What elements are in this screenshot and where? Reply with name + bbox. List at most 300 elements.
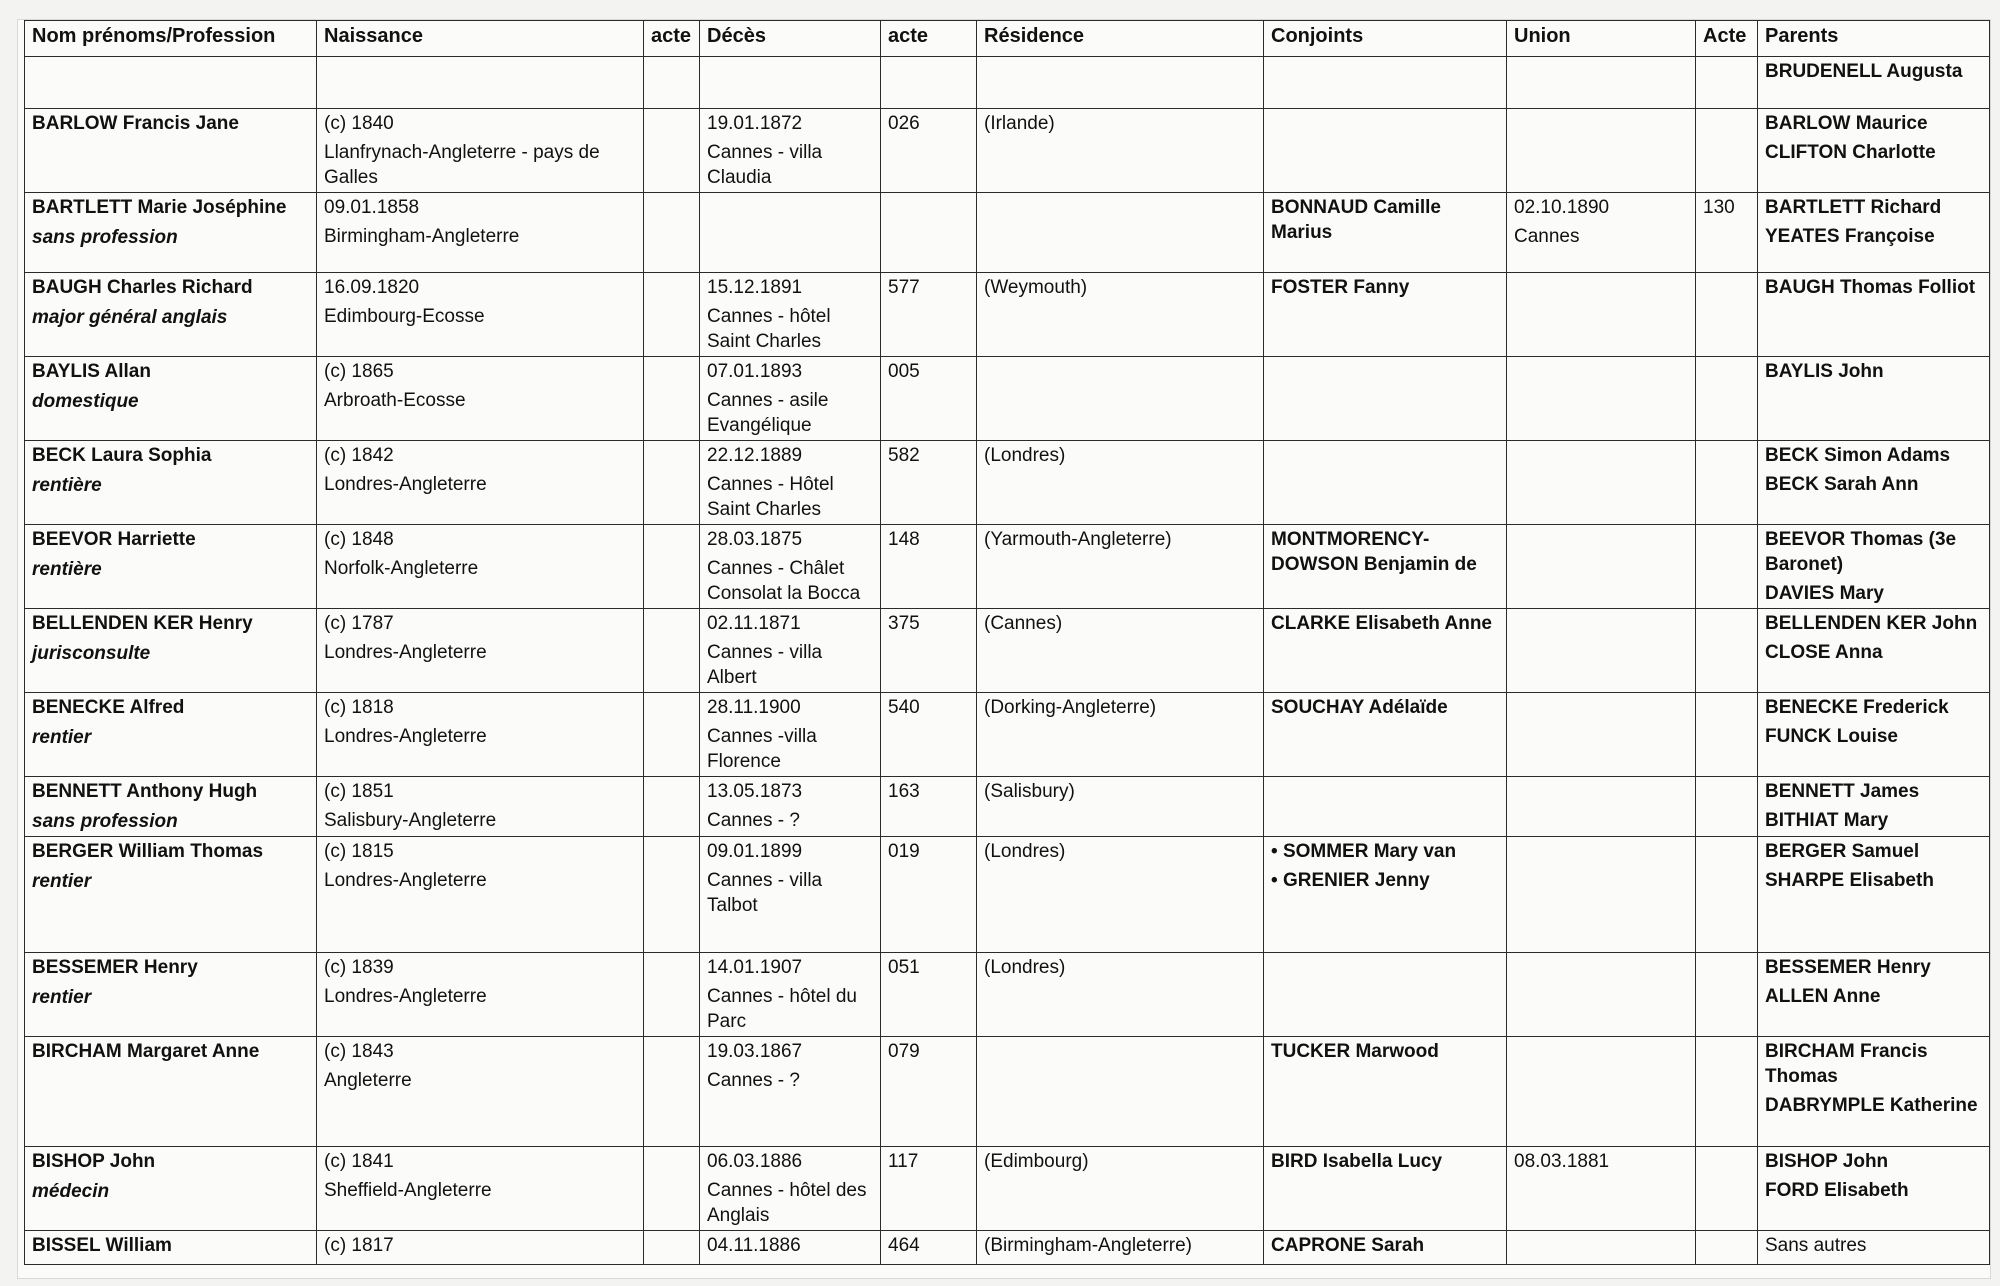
- birth-place: Birmingham-Angleterre: [324, 226, 520, 247]
- cell-name: [25, 1147, 317, 1231]
- cell-death: [700, 193, 881, 273]
- cell-name: [25, 693, 317, 777]
- death-place: Cannes - villa Albert: [707, 642, 823, 688]
- death-act: 026: [888, 113, 920, 134]
- cell-union: [1507, 1231, 1696, 1265]
- person-profession: rentier: [32, 871, 92, 892]
- person-name: BIRCHAM Margaret Anne: [32, 1041, 260, 1062]
- parent-name: BIRCHAM Francis Thomas: [1765, 1041, 1928, 1087]
- cell-birth: [317, 357, 644, 441]
- cell-residence: [977, 193, 1264, 273]
- cell-spouses: [1264, 1147, 1507, 1231]
- cell-parents: [1758, 57, 1990, 109]
- cell-parents: [1758, 193, 1990, 273]
- parent-name: BENECKE Frederick: [1765, 697, 1949, 718]
- cell-name: [25, 777, 317, 837]
- cell-residence: [977, 357, 1264, 441]
- cell-union-act: [1696, 357, 1758, 441]
- person-name: BISHOP John: [32, 1151, 156, 1172]
- parent-name: YEATES Françoise: [1765, 226, 1935, 247]
- birth-place: Sheffield-Angleterre: [324, 1180, 492, 1201]
- cell-death-act: [881, 693, 977, 777]
- death-place: Cannes - villa Claudia: [707, 142, 823, 188]
- cell-birth-act: [644, 193, 700, 273]
- cell-union: [1507, 953, 1696, 1037]
- parent-name: BELLENDEN KER John: [1765, 613, 1978, 634]
- cell-residence: [977, 57, 1264, 109]
- union-act: 130: [1703, 197, 1735, 218]
- parent-name: BENNETT James: [1765, 781, 1920, 802]
- table-row: [25, 1231, 1990, 1265]
- person-profession: rentière: [32, 475, 102, 496]
- cell-death-act: [881, 953, 977, 1037]
- cell-union-act: [1696, 273, 1758, 357]
- cell-spouses: [1264, 1037, 1507, 1147]
- cell-union: [1507, 193, 1696, 273]
- parent-name: CLIFTON Charlotte: [1765, 142, 1936, 163]
- birth-place: Londres-Angleterre: [324, 642, 487, 663]
- death-place: Cannes - ?: [707, 810, 800, 831]
- residence: (Londres): [984, 957, 1066, 978]
- person-name: BAUGH Charles Richard: [32, 277, 253, 298]
- cell-union-act: [1696, 837, 1758, 953]
- person-profession: domestique: [32, 391, 139, 412]
- cell-death: [700, 609, 881, 693]
- table-row: [25, 193, 1990, 273]
- parent-name: DAVIES Mary: [1765, 583, 1884, 604]
- cell-birth-act: [644, 525, 700, 609]
- cell-name: [25, 273, 317, 357]
- header-union-act: Acte: [1696, 21, 1758, 57]
- death-act: 019: [888, 841, 920, 862]
- cell-name: [25, 525, 317, 609]
- person-profession: sans profession: [32, 811, 178, 832]
- cell-parents: [1758, 1147, 1990, 1231]
- parent-name: FUNCK Louise: [1765, 726, 1898, 747]
- death-act: 577: [888, 277, 920, 298]
- death-date: 14.01.1907: [707, 957, 803, 978]
- death-act: 079: [888, 1041, 920, 1062]
- cell-union: [1507, 1147, 1696, 1231]
- cell-death: [700, 109, 881, 193]
- death-place: Cannes - hôtel Saint Charles: [707, 306, 831, 352]
- person-name: BESSEMER Henry: [32, 957, 198, 978]
- death-act: 148: [888, 529, 920, 550]
- person-name: BECK Laura Sophia: [32, 445, 212, 466]
- cell-death-act: [881, 1037, 977, 1147]
- union-date: 08.03.1881: [1514, 1151, 1610, 1172]
- spouse-name: TUCKER Marwood: [1271, 1041, 1439, 1062]
- cell-parents: [1758, 1037, 1990, 1147]
- birth-date: (c) 1865: [324, 361, 394, 382]
- cell-union-act: [1696, 525, 1758, 609]
- parent-name: BERGER Samuel: [1765, 841, 1920, 862]
- residence: (Dorking-Angleterre): [984, 697, 1157, 718]
- spouse-name: • GRENIER Jenny: [1271, 868, 1500, 893]
- header-death: Décès: [700, 21, 881, 57]
- residence: (Cannes): [984, 613, 1063, 634]
- cell-death-act: [881, 109, 977, 193]
- cell-residence: [977, 1231, 1264, 1265]
- death-place: Cannes - Châlet Consolat la Bocca: [707, 558, 861, 604]
- death-date: 07.01.1893: [707, 361, 803, 382]
- person-name: BAYLIS Allan: [32, 361, 151, 382]
- cell-residence: [977, 525, 1264, 609]
- table-row: [25, 693, 1990, 777]
- cell-death-act: [881, 1147, 977, 1231]
- death-date: 28.03.1875: [707, 529, 803, 550]
- death-date: 04.11.1886: [707, 1235, 801, 1256]
- cell-residence: [977, 273, 1264, 357]
- cell-death: [700, 1147, 881, 1231]
- cell-spouses: [1264, 273, 1507, 357]
- birth-place: Londres-Angleterre: [324, 474, 487, 495]
- cell-parents: [1758, 777, 1990, 837]
- cell-birth-act: [644, 441, 700, 525]
- cell-union-act: [1696, 953, 1758, 1037]
- cell-death-act: [881, 357, 977, 441]
- spouse-name: BIRD Isabella Lucy: [1271, 1151, 1443, 1172]
- cell-birth: [317, 609, 644, 693]
- cell-birth-act: [644, 693, 700, 777]
- cell-residence: [977, 609, 1264, 693]
- cell-birth: [317, 837, 644, 953]
- cell-residence: [977, 1147, 1264, 1231]
- birth-place: Salisbury-Angleterre: [324, 810, 497, 831]
- parent-name: BESSEMER Henry: [1765, 957, 1931, 978]
- death-date: 09.01.1899: [707, 841, 803, 862]
- birth-place: Angleterre: [324, 1070, 412, 1091]
- cell-spouses: [1264, 109, 1507, 193]
- death-act: 540: [888, 697, 920, 718]
- cell-name: [25, 109, 317, 193]
- birth-place: Londres-Angleterre: [324, 870, 487, 891]
- spouse-name: • SOMMER Mary van: [1271, 839, 1500, 864]
- person-name: BERGER William Thomas: [32, 841, 264, 862]
- death-place: Cannes - ?: [707, 1070, 800, 1091]
- cell-spouses: [1264, 837, 1507, 953]
- death-act: 375: [888, 613, 920, 634]
- cell-union-act: [1696, 1231, 1758, 1265]
- cell-spouses: [1264, 693, 1507, 777]
- death-place: Cannes - villa Talbot: [707, 870, 823, 916]
- cell-birth: [317, 57, 644, 109]
- cell-birth-act: [644, 837, 700, 953]
- cell-spouses: [1264, 777, 1507, 837]
- cell-death: [700, 273, 881, 357]
- cell-name: [25, 57, 317, 109]
- table-row: [25, 953, 1990, 1037]
- person-profession: rentier: [32, 727, 92, 748]
- residence: (Londres): [984, 841, 1066, 862]
- cell-parents: [1758, 693, 1990, 777]
- residence: (Irlande): [984, 113, 1055, 134]
- header-residence: Résidence: [977, 21, 1264, 57]
- table-row: [25, 609, 1990, 693]
- cell-birth: [317, 273, 644, 357]
- cell-birth: [317, 525, 644, 609]
- header-row: [25, 21, 1990, 57]
- cell-spouses: [1264, 953, 1507, 1037]
- parent-name: BRUDENELL Augusta: [1765, 61, 1963, 82]
- person-profession: sans profession: [32, 227, 178, 248]
- cell-death-act: [881, 525, 977, 609]
- death-place: Cannes - asile Evangélique: [707, 390, 829, 436]
- cell-union-act: [1696, 441, 1758, 525]
- parent-name: BECK Sarah Ann: [1765, 474, 1919, 495]
- death-act: 117: [888, 1151, 919, 1172]
- cell-union: [1507, 777, 1696, 837]
- person-name: BENECKE Alfred: [32, 697, 185, 718]
- birth-date: (c) 1787: [324, 613, 394, 634]
- header-parents: Parents: [1758, 21, 1990, 57]
- birth-date: (c) 1815: [324, 841, 394, 862]
- birth-date: (c) 1841: [324, 1151, 394, 1172]
- person-profession: rentière: [32, 559, 102, 580]
- cell-union-act: [1696, 693, 1758, 777]
- death-act: 464: [888, 1235, 920, 1256]
- cell-union: [1507, 525, 1696, 609]
- birth-date: (c) 1839: [324, 957, 394, 978]
- cell-union: [1507, 837, 1696, 953]
- cell-death: [700, 837, 881, 953]
- cell-death: [700, 525, 881, 609]
- cell-birth-act: [644, 357, 700, 441]
- cell-name: [25, 193, 317, 273]
- header-name: Nom prénoms/Profession: [25, 21, 317, 57]
- birth-place: Arbroath-Ecosse: [324, 390, 466, 411]
- birth-date: (c) 1848: [324, 529, 394, 550]
- cell-spouses: [1264, 1231, 1507, 1265]
- cell-union: [1507, 273, 1696, 357]
- person-name: BELLENDEN KER Henry: [32, 613, 253, 634]
- death-act: 051: [888, 957, 920, 978]
- parent-name: BITHIAT Mary: [1765, 810, 1889, 831]
- cell-death: [700, 693, 881, 777]
- parent-name: BEEVOR Thomas (3e Baronet): [1765, 529, 1957, 575]
- birth-place: Edimbourg-Ecosse: [324, 306, 485, 327]
- cell-birth-act: [644, 1231, 700, 1265]
- table-body: [25, 57, 1990, 1265]
- birth-place: Norfolk-Angleterre: [324, 558, 479, 579]
- cell-union-act: [1696, 109, 1758, 193]
- death-date: 19.03.1867: [707, 1041, 803, 1062]
- genealogy-table: [24, 20, 1990, 1265]
- person-profession: rentier: [32, 987, 92, 1008]
- cell-residence: [977, 777, 1264, 837]
- cell-name: [25, 1037, 317, 1147]
- parent-name: BAUGH Thomas Folliot: [1765, 277, 1976, 298]
- cell-residence: [977, 441, 1264, 525]
- parent-name: SHARPE Elisabeth: [1765, 870, 1934, 891]
- cell-death: [700, 57, 881, 109]
- table-row: [25, 525, 1990, 609]
- spouse-name: FOSTER Fanny: [1271, 277, 1410, 298]
- spouse-name: BONNAUD Camille Marius: [1271, 197, 1441, 243]
- table-row: [25, 777, 1990, 837]
- cell-parents: [1758, 273, 1990, 357]
- cell-union: [1507, 109, 1696, 193]
- cell-birth-act: [644, 1147, 700, 1231]
- table-row: [25, 109, 1990, 193]
- cell-union-act: [1696, 609, 1758, 693]
- cell-residence: [977, 837, 1264, 953]
- parent-name: Sans autres: [1765, 1235, 1867, 1256]
- cell-death-act: [881, 441, 977, 525]
- cell-death: [700, 441, 881, 525]
- spouse-name: CLARKE Elisabeth Anne: [1271, 613, 1492, 634]
- cell-parents: [1758, 953, 1990, 1037]
- birth-date: 16.09.1820: [324, 277, 420, 298]
- cell-parents: [1758, 109, 1990, 193]
- death-place: Cannes - hôtel des Anglais: [707, 1180, 867, 1226]
- cell-parents: [1758, 837, 1990, 953]
- cell-death: [700, 777, 881, 837]
- cell-spouses: [1264, 441, 1507, 525]
- death-place: Cannes -villa Florence: [707, 726, 817, 772]
- cell-birth: [317, 1231, 644, 1265]
- table-row: [25, 441, 1990, 525]
- death-date: 22.12.1889: [707, 445, 803, 466]
- cell-parents: [1758, 441, 1990, 525]
- table-row: [25, 57, 1990, 109]
- spouse-name: MONTMORENCY-DOWSON Benjamin de: [1271, 529, 1477, 575]
- header-union: Union: [1507, 21, 1696, 57]
- cell-death-act: [881, 273, 977, 357]
- cell-spouses: [1264, 57, 1507, 109]
- birth-date: (c) 1851: [324, 781, 394, 802]
- cell-birth: [317, 777, 644, 837]
- cell-union: [1507, 441, 1696, 525]
- cell-name: [25, 609, 317, 693]
- residence: (Weymouth): [984, 277, 1088, 298]
- spouse-name: SOUCHAY Adélaïde: [1271, 697, 1448, 718]
- parent-name: CLOSE Anna: [1765, 642, 1883, 663]
- birth-place: Llanfrynach-Angleterre - pays de Galles: [324, 142, 600, 188]
- parent-name: BARLOW Maurice: [1765, 113, 1928, 134]
- death-date: 28.11.1900: [707, 697, 801, 718]
- residence: (Salisbury): [984, 781, 1075, 802]
- cell-birth: [317, 193, 644, 273]
- person-name: BEEVOR Harriette: [32, 529, 196, 550]
- header-birth-act: acte: [644, 21, 700, 57]
- parent-name: FORD Elisabeth: [1765, 1180, 1909, 1201]
- person-profession: médecin: [32, 1181, 110, 1202]
- cell-birth: [317, 953, 644, 1037]
- cell-birth-act: [644, 953, 700, 1037]
- cell-residence: [977, 109, 1264, 193]
- birth-date: (c) 1818: [324, 697, 394, 718]
- cell-death: [700, 1231, 881, 1265]
- table-row: [25, 837, 1990, 953]
- death-act: 582: [888, 445, 920, 466]
- birth-place: Londres-Angleterre: [324, 986, 487, 1007]
- table-row: [25, 357, 1990, 441]
- residence: (Londres): [984, 445, 1066, 466]
- cell-birth-act: [644, 1037, 700, 1147]
- death-date: 19.01.1872: [707, 113, 803, 134]
- cell-union: [1507, 1037, 1696, 1147]
- cell-death-act: [881, 1231, 977, 1265]
- cell-spouses: [1264, 525, 1507, 609]
- person-name: BISSEL William: [32, 1235, 172, 1256]
- birth-date: (c) 1840: [324, 113, 394, 134]
- table-row: [25, 1147, 1990, 1231]
- birth-date: (c) 1842: [324, 445, 394, 466]
- cell-birth: [317, 693, 644, 777]
- cell-birth-act: [644, 57, 700, 109]
- parent-name: DABRYMPLE Katherine: [1765, 1095, 1978, 1116]
- cell-name: [25, 357, 317, 441]
- parent-name: BAYLIS John: [1765, 361, 1884, 382]
- cell-birth-act: [644, 109, 700, 193]
- cell-birth: [317, 441, 644, 525]
- person-profession: major général anglais: [32, 307, 228, 328]
- cell-birth: [317, 1147, 644, 1231]
- cell-death: [700, 1037, 881, 1147]
- cell-birth: [317, 109, 644, 193]
- union-date: 02.10.1890: [1514, 197, 1610, 218]
- cell-spouses: [1264, 609, 1507, 693]
- spouse-name: CAPRONE Sarah: [1271, 1235, 1425, 1256]
- birth-date: 09.01.1858: [324, 197, 420, 218]
- birth-date: (c) 1817: [324, 1235, 394, 1256]
- header-death-act: acte: [881, 21, 977, 57]
- person-name: BARTLETT Marie Joséphine: [32, 197, 287, 218]
- cell-parents: [1758, 1231, 1990, 1265]
- residence: (Yarmouth-Angleterre): [984, 529, 1172, 550]
- person-name: BENNETT Anthony Hugh: [32, 781, 258, 802]
- cell-union-act: [1696, 1037, 1758, 1147]
- cell-name: [25, 1231, 317, 1265]
- cell-death-act: [881, 193, 977, 273]
- residence: (Edimbourg): [984, 1151, 1089, 1172]
- cell-union-act: [1696, 1147, 1758, 1231]
- cell-birth: [317, 1037, 644, 1147]
- header-spouses: Conjoints: [1264, 21, 1507, 57]
- cell-union-act: [1696, 777, 1758, 837]
- cell-residence: [977, 953, 1264, 1037]
- cell-parents: [1758, 525, 1990, 609]
- cell-death: [700, 953, 881, 1037]
- death-date: 02.11.1871: [707, 613, 801, 634]
- parent-name: BECK Simon Adams: [1765, 445, 1951, 466]
- header-birth: Naissance: [317, 21, 644, 57]
- birth-date: (c) 1843: [324, 1041, 394, 1062]
- cell-death-act: [881, 609, 977, 693]
- cell-union: [1507, 57, 1696, 109]
- table-row: [25, 273, 1990, 357]
- cell-birth-act: [644, 273, 700, 357]
- cell-death: [700, 357, 881, 441]
- cell-spouses: [1264, 193, 1507, 273]
- table-row: [25, 1037, 1990, 1147]
- cell-name: [25, 953, 317, 1037]
- cell-birth-act: [644, 609, 700, 693]
- death-place: Cannes - Hôtel Saint Charles: [707, 474, 834, 520]
- death-date: 06.03.1886: [707, 1151, 803, 1172]
- cell-parents: [1758, 357, 1990, 441]
- spouse-list: [1271, 839, 1500, 893]
- cell-name: [25, 441, 317, 525]
- death-act: 005: [888, 361, 920, 382]
- death-date: 15.12.1891: [707, 277, 803, 298]
- person-profession: jurisconsulte: [32, 643, 151, 664]
- cell-union: [1507, 357, 1696, 441]
- death-date: 13.05.1873: [707, 781, 803, 802]
- cell-parents: [1758, 609, 1990, 693]
- cell-residence: [977, 693, 1264, 777]
